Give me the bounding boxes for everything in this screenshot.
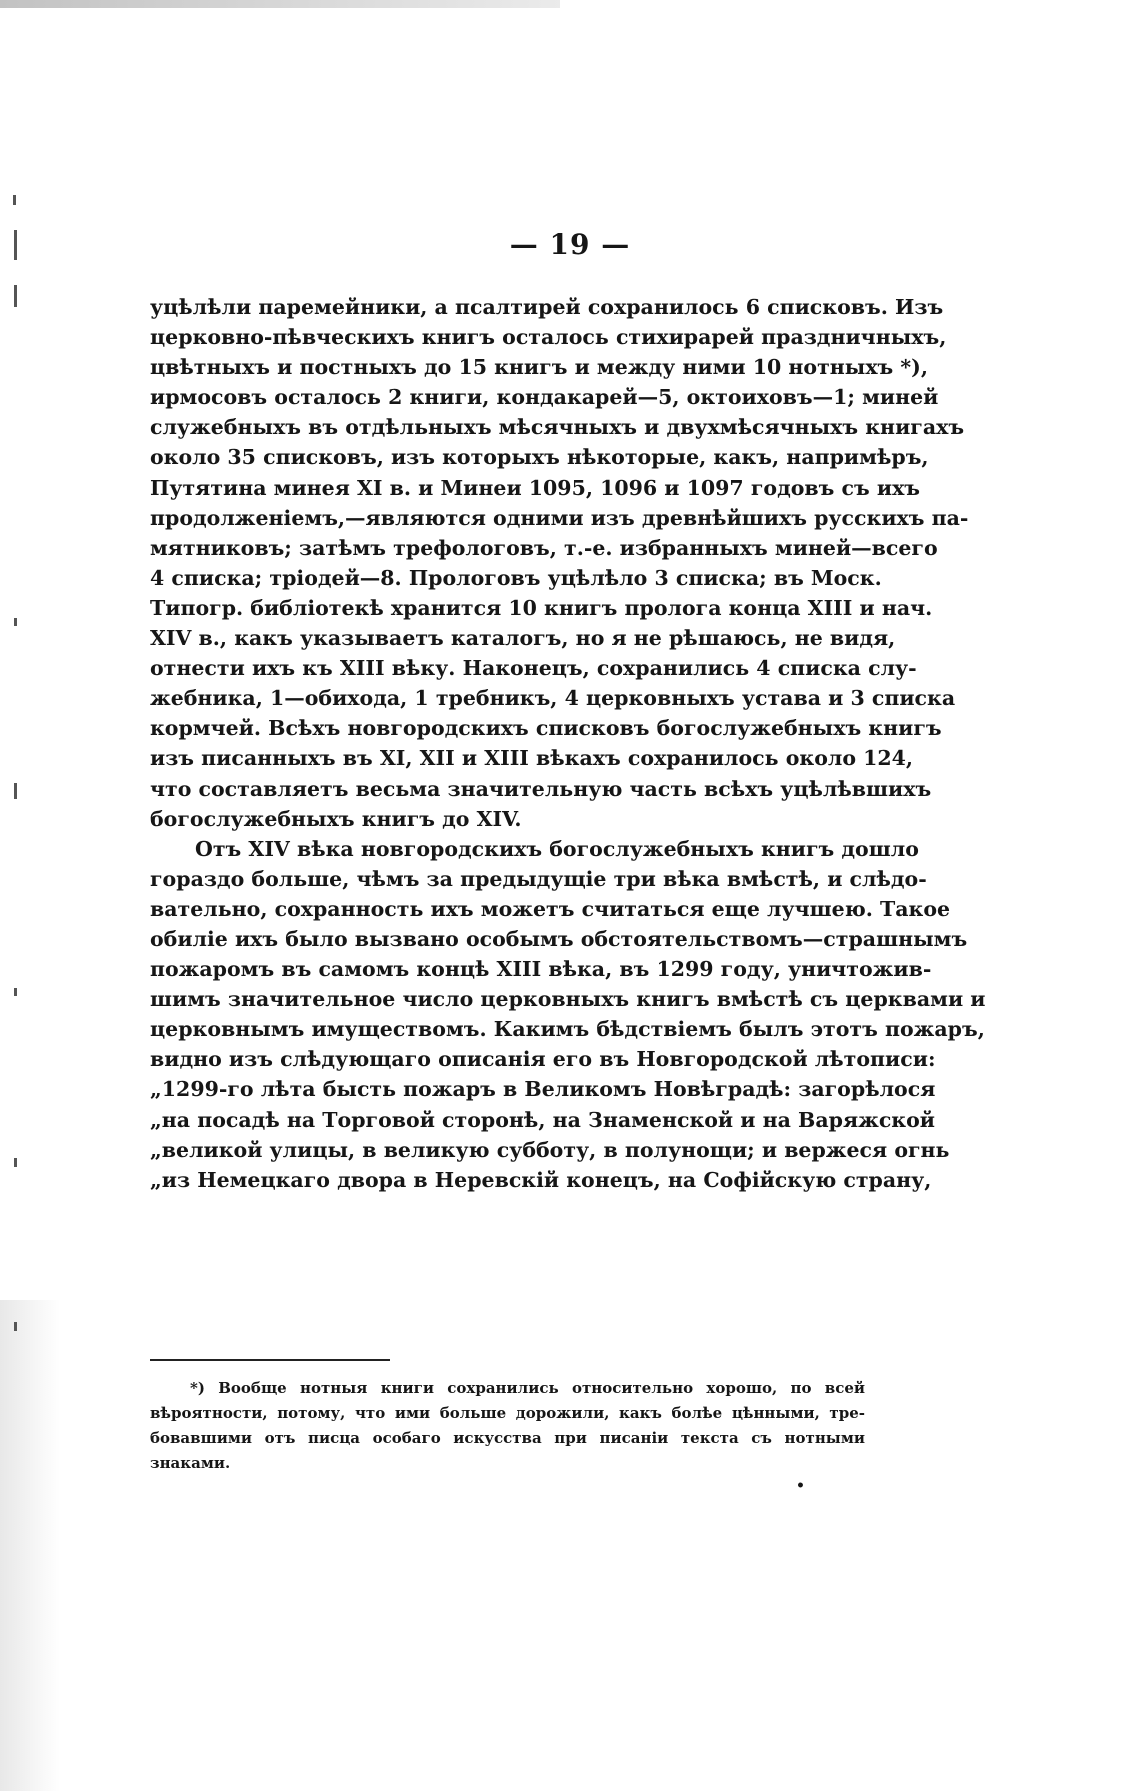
text-line: обиліе ихъ было вызвано особымъ обстоятельствомъ—страшнымъ (150, 926, 968, 951)
quote-line: „на посадѣ на Торговой сторонѣ, на Знаменской и на Варяжской (150, 1107, 935, 1132)
text-line: вательно, сохранность ихъ можетъ считаться еще лучшею. Такое (150, 896, 951, 921)
footnote-line: *) Вообще нотныя книги сохранились относительно хорошо, по всей (190, 1379, 865, 1397)
text-line: мятниковъ; затѣмъ трефологовъ, т.-е. избранныхъ миней—всего (150, 535, 938, 560)
text-line: продолженіемъ,—являются одними изъ древнѣйшихъ русскихъ па- (150, 505, 969, 530)
scan-edge-mark (14, 988, 17, 996)
text-line: церковно-пѣвческихъ книгъ осталось стихирарей праздничныхъ, (150, 325, 947, 350)
scan-edge-shadow (0, 1300, 60, 1791)
text-line: что составляетъ весьма значительную часть всѣхъ уцѣлѣвшихъ (150, 776, 932, 801)
scan-edge-mark (14, 1322, 17, 1331)
text-line: 4 списка; тріодей—8. Прологовъ уцѣлѣло 3 списка; въ Моск. (150, 565, 882, 590)
scan-edge-mark (14, 285, 17, 307)
scan-edge-mark (14, 618, 17, 626)
text-line: жебника, 1—обихода, 1 требникъ, 4 церковныхъ устава и 3 списка (150, 686, 956, 711)
quote-line: „1299-го лѣта бысть пожаръ в Великомъ Новѣградѣ: загорѣлося (150, 1077, 936, 1102)
footnote (150, 1376, 865, 1476)
text-line: кормчей. Всѣхъ новгородскихъ списковъ богослужебныхъ книгъ (150, 716, 942, 741)
page-number: — 19 — (509, 228, 631, 261)
text-line: XIV в., какъ указываетъ каталогъ, но я не рѣшаюсь, не видя, (150, 626, 896, 651)
text-line: около 35 списковъ, изъ которыхъ нѣкоторые, какъ, напримѣръ, (150, 445, 929, 470)
footnote-line: бовавшими отъ писца особаго искусства при писаніи текста съ нотными (150, 1429, 865, 1447)
text-line: ирмосовъ осталось 2 книги, кондакарей—5, октоиховъ—1; миней (150, 385, 939, 410)
paragraph-start-line: Отъ XIV вѣка новгородскихъ богослужебныхъ книгъ дошло (195, 836, 919, 861)
text-line: изъ писанныхъ въ XI, XII и XIII вѣкахъ сохранилось около 124, (150, 746, 914, 771)
footnote-divider (150, 1359, 390, 1361)
footnote-line: вѣроятности, потому, что ими больше дорожили, какъ болѣе цѣнными, тре- (150, 1404, 865, 1422)
text-line: шимъ значительное число церковныхъ книгъ вмѣстѣ съ церквами и (150, 987, 986, 1012)
text-line: видно изъ слѣдующаго описанія его въ Новгородской лѣтописи: (150, 1047, 936, 1072)
scan-edge-mark (13, 195, 16, 205)
main-text (150, 292, 986, 1195)
text-line: гораздо больше, чѣмъ за предыдущіе три вѣка вмѣстѣ, и слѣдо- (150, 866, 927, 891)
text-line: служебныхъ въ отдѣльныхъ мѣсячныхъ и двухмѣсячныхъ книгахъ (150, 415, 965, 440)
text-line: цвѣтныхъ и постныхъ до 15 книгъ и между ними 10 нотныхъ *), (150, 355, 928, 380)
scan-edge-mark (14, 1158, 17, 1167)
stray-ink-mark: • (796, 1478, 805, 1494)
text-line: Путятина минея XI в. и Минеи 1095, 1096 и 1097 годовъ съ ихъ (150, 475, 921, 500)
quote-line: „из Немецкаго двора в Неревскій конецъ, на Софійскую страну, (150, 1167, 932, 1192)
quote-line: „великой улицы, в великую субботу, в полунощи; и вержеся огнь (150, 1137, 950, 1162)
text-line: богослужебныхъ книгъ до XIV. (150, 806, 522, 831)
text-line: церковнымъ имуществомъ. Какимъ бѣдствіемъ былъ этотъ пожаръ, (150, 1017, 985, 1042)
text-line: уцѣлѣли паремейники, а псалтирей сохранилось 6 списковъ. Изъ (150, 295, 944, 319)
scan-edge-mark (14, 783, 17, 799)
footnote-line: знаками. (150, 1454, 231, 1472)
text-line: Типогр. библіотекѣ хранится 10 книгъ пролога конца XIII и нач. (150, 595, 933, 620)
scan-top-artifact (0, 0, 560, 8)
text-line: отнести ихъ къ XIII вѣку. Наконецъ, сохранились 4 списка слу- (150, 656, 917, 681)
text-line: пожаромъ въ самомъ концѣ XIII вѣка, въ 1299 году, уничтожив- (150, 957, 932, 982)
